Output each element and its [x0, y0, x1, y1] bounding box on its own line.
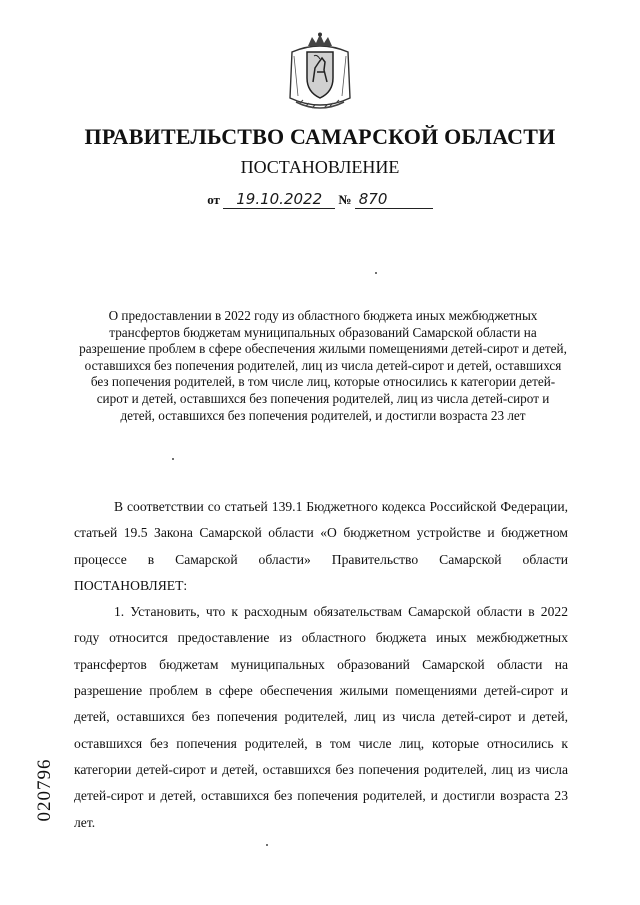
document-body	[74, 494, 568, 836]
form-serial-number-text: 020796	[34, 758, 55, 822]
organization-title: ПРАВИТЕЛЬСТВО САМАРСКОЙ ОБЛАСТИ	[84, 124, 556, 149]
scan-speck	[375, 272, 377, 274]
form-serial-number	[30, 748, 60, 832]
scan-speck	[266, 844, 268, 846]
number-prefix: №	[338, 192, 352, 207]
preamble-paragraph: В соответствии со статьей 139.1 Бюджетного кодекса Российской Федерации, статьей 19.5 Закона Самарской области «О бюджетном устройстве и бюджетном процессе в Самарской области» Правительство Самарской области ПОСТАНОВЛЯЕТ:	[74, 499, 568, 593]
item-1-paragraph: 1. Установить, что к расходным обязательствам Самарской области в 2022 году относится предоставление из областного бюджета иных межбюджетных трансфертов бюджетам муниципальных образований Самарской области на разрешение проблем в сфере обеспечения жилыми помещениями детей-сирот и детей, оставшихся без попечения родителей, лиц из числа детей-сирот и детей, оставшихся без попечения родителей, в том числе лиц, которые относились к категории детей-сирот и детей, оставшихся без попечения родителей, лиц из числа детей-сирот и детей, оставшихся без попечения родителей, и достигли возраста 23 лет.	[74, 604, 568, 830]
document-number: 870	[355, 190, 433, 209]
date-prefix: от	[207, 192, 220, 207]
document-date: 19.10.2022	[223, 190, 335, 209]
scan-speck	[172, 458, 174, 460]
document-subject: О предоставлении в 2022 году из областного бюджета иных межбюджетных трансфертов бюджетам муниципальных образований Самарской области на разрешение проблем в сфере обеспечения жилыми помещениями детей-сирот и детей, оставшихся без попечения родителей, лиц из числа детей-сирот и детей, оставшихся без попечения родителей, в том числе лиц, которые относились к категории детей-сирот и детей, оставшихся без попечения родителей, лиц из числа детей-сирот и детей, оставшихся без попечения родителей, и достигли возраста 23 лет	[79, 308, 567, 423]
date-number-line	[0, 190, 640, 209]
document-type: ПОСТАНОВЛЕНИЕ	[240, 157, 400, 177]
coat-of-arms-icon	[286, 32, 354, 114]
